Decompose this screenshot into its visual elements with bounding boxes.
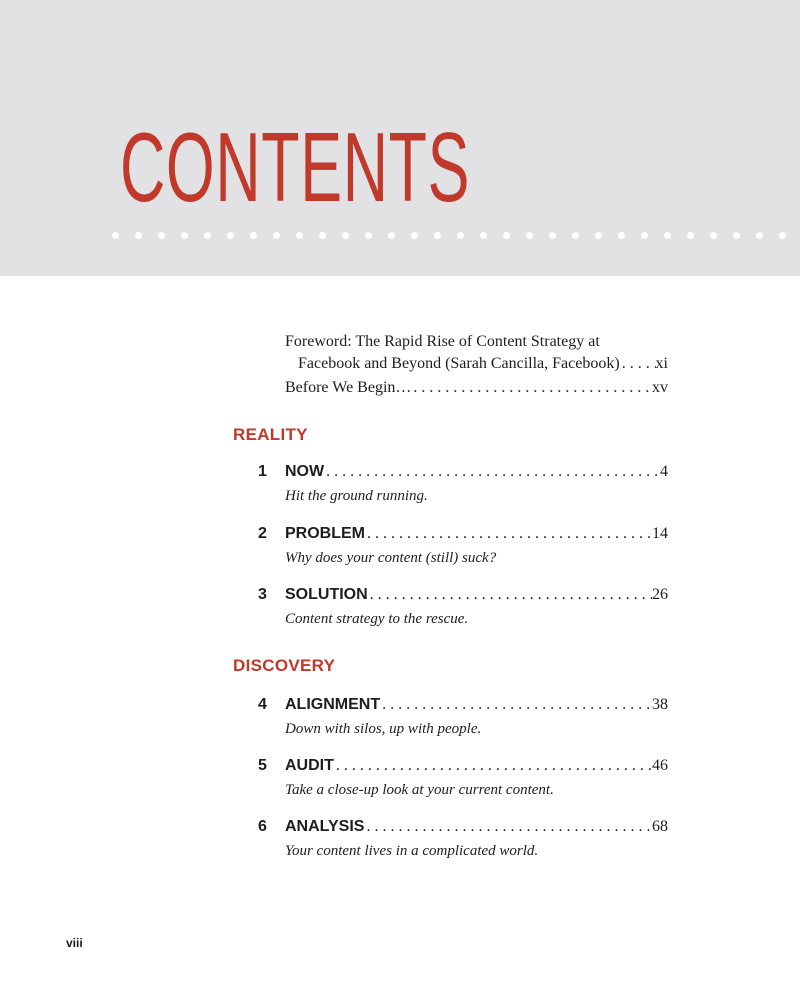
chapter-title: ANALYSIS	[285, 818, 365, 835]
dot-leader	[324, 461, 660, 483]
foreword-title-cont: Facebook and Beyond (Sarah Cancilla, Facebook)	[298, 355, 620, 372]
page-number: 38	[652, 696, 668, 713]
chapter-subtitle: Why does your content (still) suck?	[285, 550, 497, 566]
chapter-entry[interactable]	[258, 816, 668, 861]
chapter-subtitle: Your content lives in a complicated world.	[285, 843, 539, 859]
before-we-begin-title: Before We Begin…	[285, 379, 412, 396]
page-number: 4	[660, 463, 668, 480]
dot-leader	[380, 694, 652, 716]
chapter-title: ALIGNMENT	[285, 696, 381, 713]
chapter-number: 3	[258, 586, 267, 603]
page-number: xv	[652, 379, 668, 396]
page-number: 26	[652, 586, 668, 603]
toc-entry-foreword-line2[interactable]	[285, 353, 668, 375]
chapter-subtitle: Hit the ground running.	[285, 488, 428, 504]
chapter-entry[interactable]	[258, 584, 668, 629]
toc-entry-foreword-line1[interactable]	[285, 331, 668, 353]
chapter-title: AUDIT	[285, 757, 334, 774]
page-number: 14	[652, 525, 668, 542]
foreword-title: Foreword: The Rapid Rise of Content Strategy at	[285, 333, 600, 350]
dot-leader	[364, 816, 652, 838]
page-folio: viii	[66, 936, 83, 950]
chapter-entry[interactable]	[258, 461, 668, 506]
chapter-number: 4	[258, 696, 267, 713]
chapter-subtitle: Down with silos, up with people.	[285, 721, 482, 737]
part-label-discovery: DISCOVERY	[233, 656, 336, 675]
chapter-number: 6	[258, 818, 267, 835]
dot-leader	[411, 377, 652, 399]
page-number: 68	[652, 818, 668, 835]
dot-leader	[368, 584, 652, 606]
chapter-entry[interactable]	[258, 755, 668, 800]
chapter-title: NOW	[285, 463, 325, 480]
chapter-title: PROBLEM	[285, 525, 365, 542]
chapter-number: 5	[258, 757, 267, 774]
part-label-reality: REALITY	[233, 425, 308, 444]
chapter-number: 1	[258, 463, 267, 480]
page-number: 46	[652, 757, 668, 774]
chapter-subtitle: Content strategy to the rescue.	[285, 611, 469, 627]
chapter-subtitle: Take a close-up look at your current content.	[285, 782, 554, 798]
chapter-entry[interactable]	[258, 694, 668, 739]
dot-leader	[365, 523, 652, 545]
page-title: CONTENTS	[120, 112, 471, 222]
chapter-entry[interactable]	[258, 523, 668, 568]
chapter-number: 2	[258, 525, 267, 542]
dot-leader	[334, 755, 652, 777]
page-number: xi	[655, 355, 668, 372]
dot-leader	[620, 353, 656, 375]
toc-entry-before-we-begin[interactable]	[285, 377, 668, 399]
chapter-title: SOLUTION	[285, 586, 368, 603]
